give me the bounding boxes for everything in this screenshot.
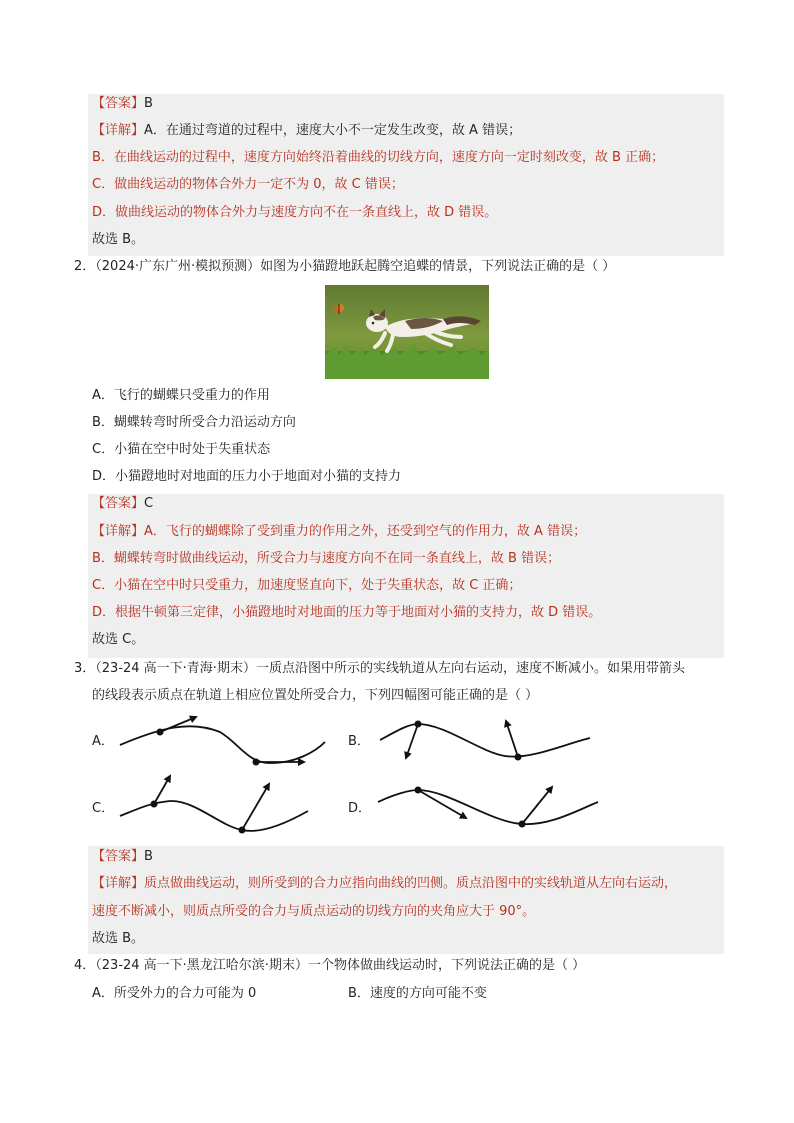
answer-tag: 【答案】 [92,496,145,511]
q2-detail-line-a: 【详解】A．飞行的蝴蝶除了受到重力的作用之外，还受到空气的作用力，故 A 错误； [92,524,587,539]
q2-conclusion: 故选 C。 [92,632,145,647]
figure-a-curve [120,726,325,763]
figure-d-point-1 [415,787,422,794]
q1-answer-block [88,94,724,256]
q1-detail-line-a: 【详解】A．在通过弯道的过程中，速度大小不一定发生改变，故 A 错误； [92,123,522,138]
figure-d-point-2 [519,821,526,828]
figure-a-point-1 [157,729,164,736]
q4-option-a: A．所受外力的合力可能为 0 [92,986,257,1001]
detail-tag: 【详解】 [92,876,145,891]
q2-detail-line-d: D．根据牛顿第三定律，小猫蹬地时对地面的压力等于地面对小猫的支持力，故 D 错误。 [92,605,602,620]
q2-detail-line-c: C．小猫在空中时只受重力，加速度竖直向下，处于失重状态，故 C 正确； [92,578,522,593]
q3-detail-line-a: 【详解】质点做曲线运动，则所受到的合力应指向曲线的凹侧。质点沿图中的实线轨道从左向右运动， [92,876,678,891]
answer-tag: 【答案】 [92,849,145,864]
q3-answer-block [88,846,724,954]
q2-answer-block [88,494,724,658]
q2-option-b: B．蝴蝶转弯时所受合力沿运动方向 [92,415,296,430]
q3-figures [110,708,610,843]
q2-option-a: A．飞行的蝴蝶只受重力的作用 [92,388,270,403]
q3-stem-line1: 3．（23-24 高一下·青海·期末）一质点沿图中所示的实线轨道从左向右运动，速度不断减小。如果用带箭头 [74,661,685,676]
q3-fig-label-a: A． [92,734,114,749]
q1-detail-line-c: C．做曲线运动的物体合外力一定不为 0，故 C 错误； [92,177,404,192]
figure-a-arrow-1 [160,717,196,732]
q2-option-c: C．小猫在空中时处于失重状态 [92,442,271,457]
q1-conclusion: 故选 B。 [92,232,145,247]
figure-c-point-1 [151,801,158,808]
figure-b-point-1 [415,721,422,728]
q3-answer-line [92,849,153,865]
figure-d-arrow-2 [522,787,552,824]
q3-fig-label-d: D． [348,801,372,816]
figure-c-point-2 [239,827,246,834]
q4-stem: 4．（23-24 高一下·黑龙江哈尔滨·期末）一个物体做曲线运动时，下列说法正确的是（ ） [74,958,586,973]
q1-detail-line-b: B．在曲线运动的过程中，速度方向始终沿着曲线的切线方向，速度方向一定时刻改变，故 B 正确； [92,150,665,165]
figure-c-arrow-1 [154,776,170,804]
figure-d-curve [378,790,598,824]
q3-detail-line-b: 速度不断减小，则质点所受的合力与质点运动的切线方向的夹角应大于 90°。 [92,904,536,919]
figure-b-point-2 [515,754,522,761]
answer-value: B [144,96,153,111]
q2-stem: 2．（2024·广东广州·模拟预测）如图为小猫蹬地跃起腾空追蝶的情景，下列说法正确的是（ ） [74,259,616,274]
answer-value: B [144,849,153,864]
q2-answer-line [92,496,153,512]
figure-c-curve [120,801,308,831]
kitten-butterfly-photo [325,285,489,379]
q3-conclusion: 故选 B。 [92,931,145,946]
figure-a-point-2 [253,759,260,766]
detail-tag: 【详解】 [92,123,145,138]
q4-option-b: B．速度的方向可能不变 [348,986,487,1001]
q3-fig-label-b: B． [348,734,370,749]
answer-tag: 【答案】 [92,96,145,111]
q2-detail-line-b: B．蝴蝶转弯时做曲线运动，所受合力与速度方向不在同一条直线上，故 B 错误； [92,551,561,566]
answer-value: C [144,496,154,511]
figure-b-arrow-1 [406,724,418,758]
q3-fig-label-c: C． [92,801,115,816]
detail-tag: 【详解】 [92,524,145,539]
q2-option-d: D．小猫蹬地时对地面的压力小于地面对小猫的支持力 [92,469,402,484]
q3-stem-line2: 的线段表示质点在轨道上相应位置处所受合力，下列四幅图可能正确的是（ ） [92,688,539,703]
figure-c-arrow-2 [242,784,269,830]
figure-b-arrow-2 [506,721,518,757]
q1-detail-line-d: D．做曲线运动的物体合外力与速度方向不在一条直线上，故 D 错误。 [92,205,498,220]
q1-answer-line [92,96,153,112]
